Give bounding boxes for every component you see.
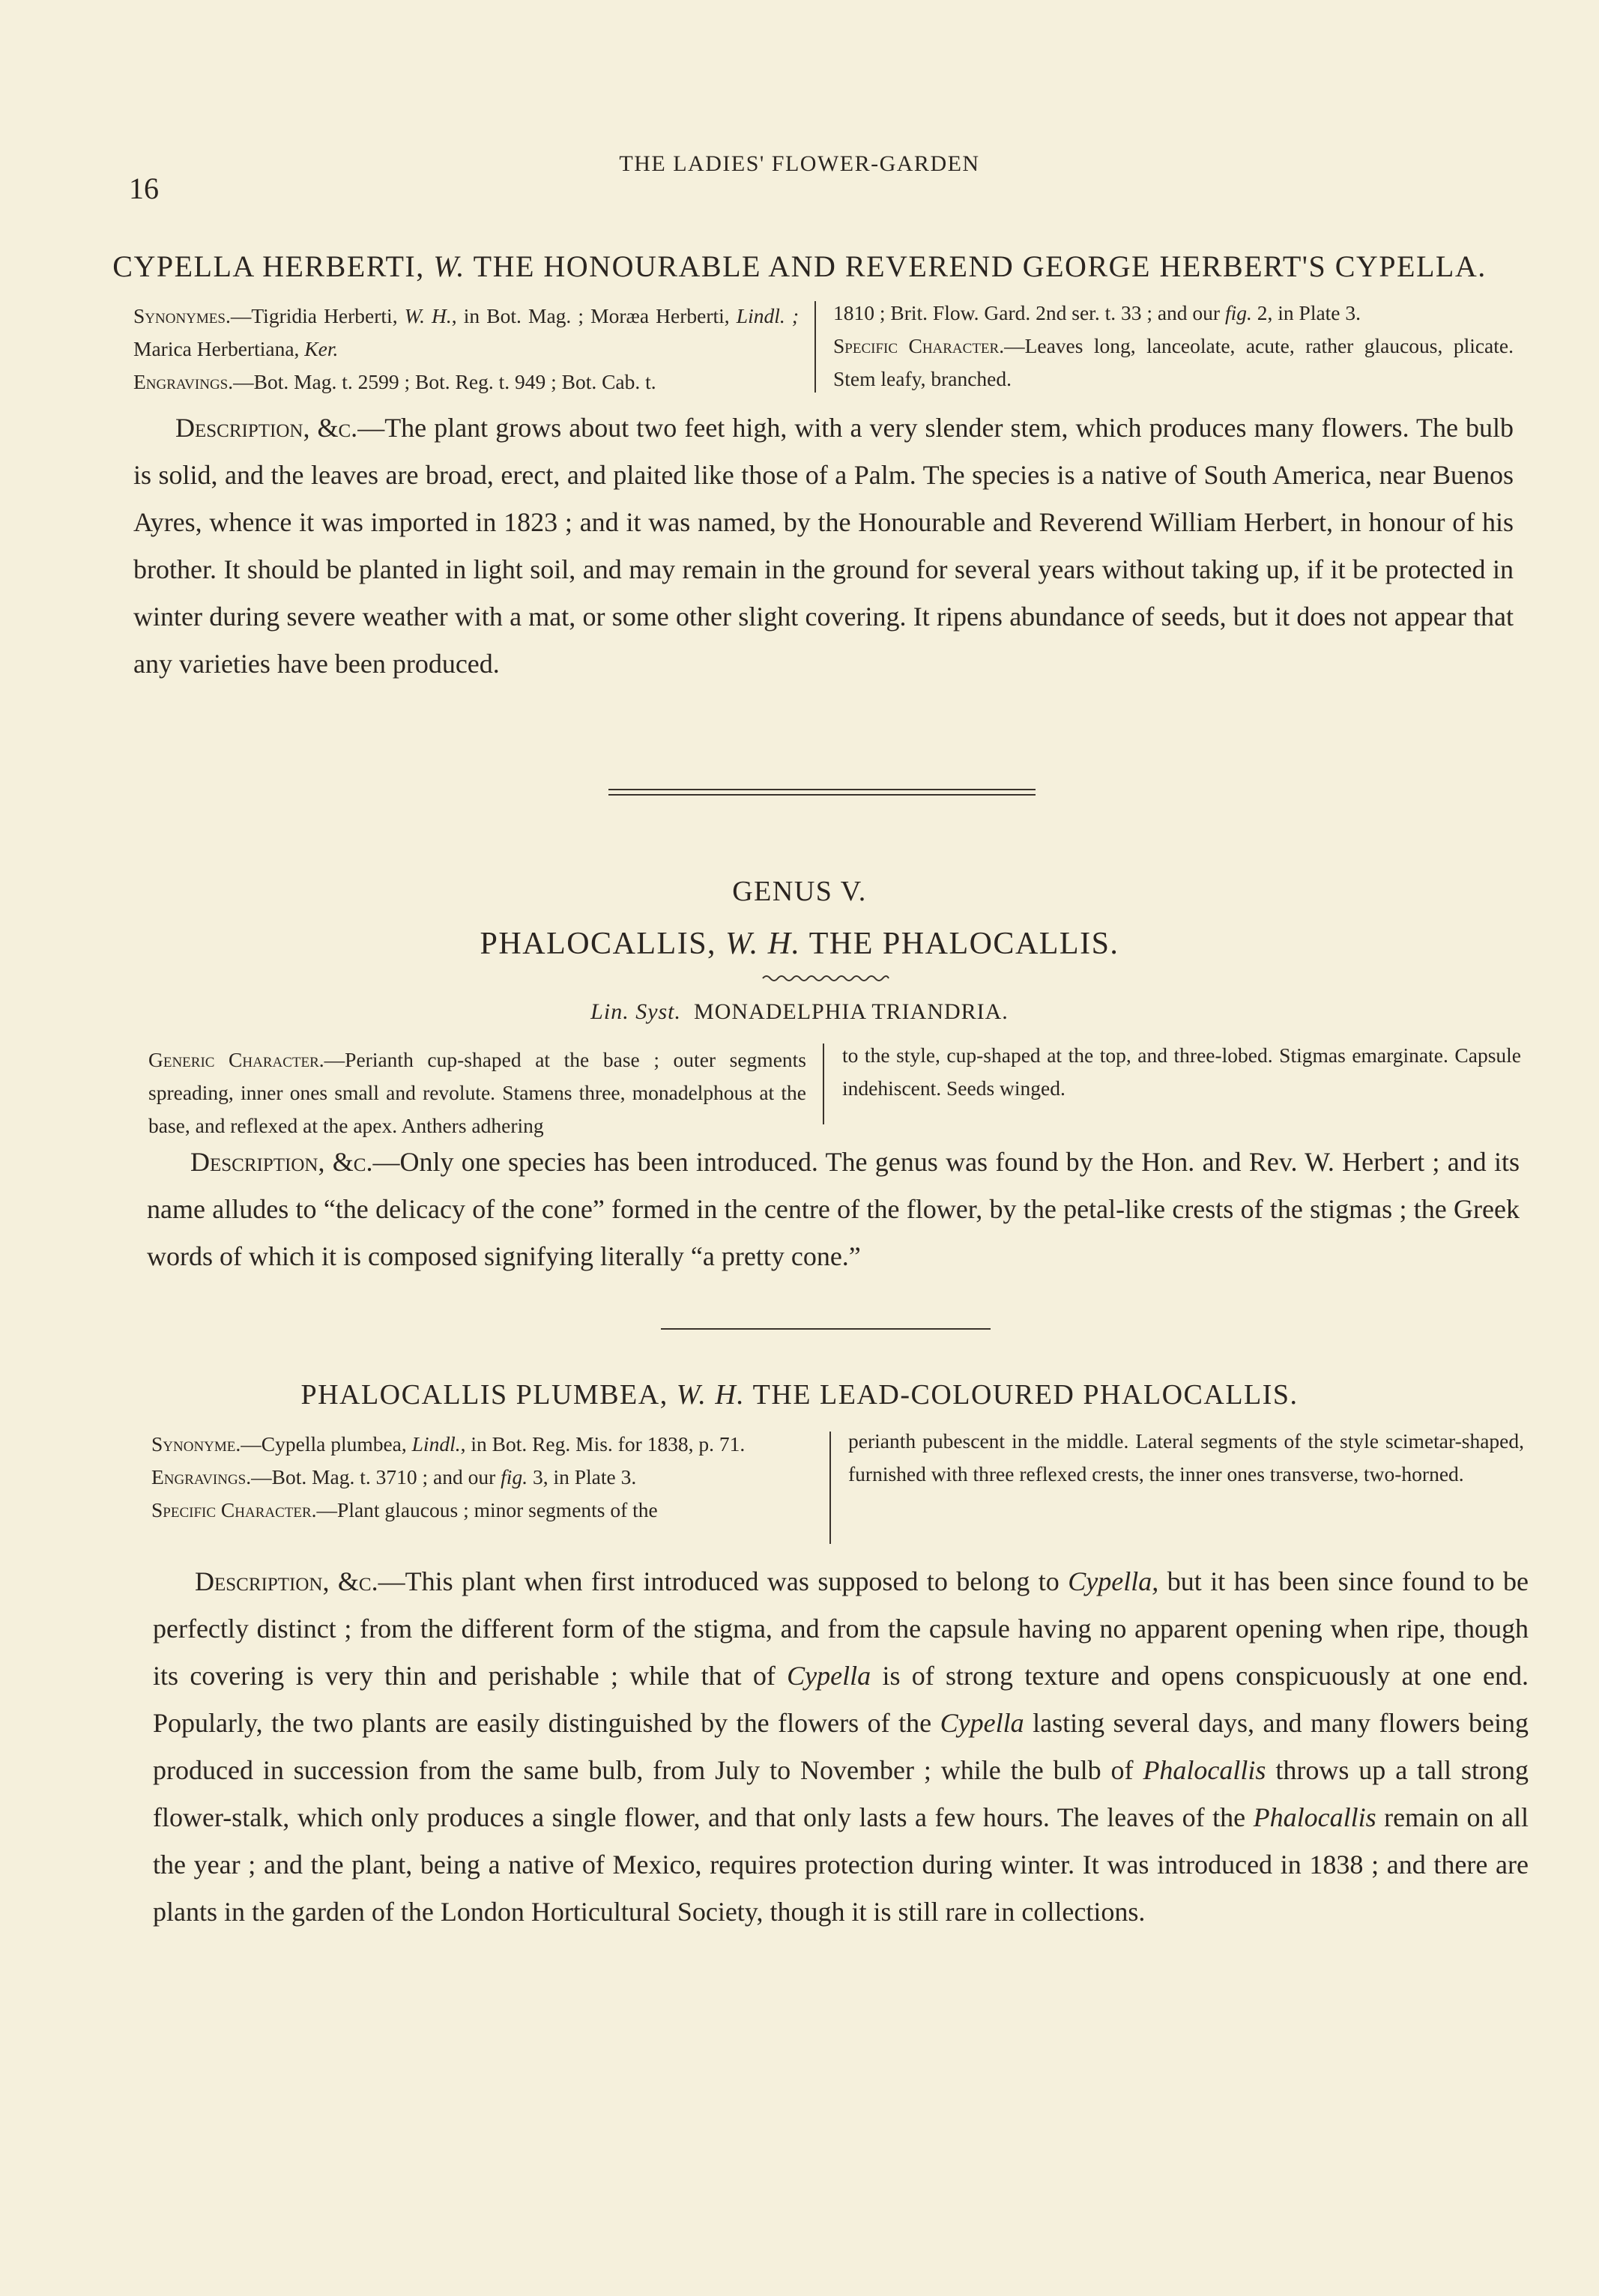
section2-right-column [848,1425,1524,1491]
column-divider [823,1044,824,1124]
section2-specific-character [151,1494,812,1527]
generic-character-continued: to the style, cup-shaped at the top, and three-lobed. Stigmas emarginate. Capsule indehiscent. Seeds winged. [842,1044,1521,1100]
section1-description [133,405,1514,688]
engravings-fig: fig. [501,1465,528,1488]
syn-author-a: W. H. [404,304,452,327]
generic-character-left [148,1044,806,1142]
section2-title-author: W. H. [676,1379,746,1411]
syn-text-c: Marica Herbertiana, [133,337,305,360]
section2-description-label: Description, &c. [195,1566,378,1596]
section2-right-text: perianth pubescent in the middle. Lateral segments of the style scimetar-shaped, furnished with three reflexed crests, the inner ones transverse, two-horned. [848,1429,1524,1485]
section2-description [153,1558,1529,1936]
right-refs-fig: fig. [1224,301,1252,324]
desc-part-6: remain on all the year ; and the plant, being a native of Mexico, requires protection during winter. It was introduced in 1838 ; and there are plants in the garden of the London Horticultural Society, though it is still rare in collections. [153,1802,1529,1927]
synonyme-author: Lindl. [411,1432,461,1456]
desc-italic-3: Cypella [940,1708,1024,1738]
synonyme-text-b: , in Bot. Reg. Mis. for 1838, p. 71. [460,1432,746,1456]
specific-character-text: —Plant glaucous ; minor segments of the [316,1498,658,1521]
syn-author-b: Lindl. ; [736,304,800,327]
desc-italic-2: Cypella [787,1661,871,1691]
syn-text-b: , in Bot. Mag. ; Moræa Herberti, [451,304,737,327]
genus-description-text: —Only one species has been introduced. The genus was found by the Hon. and Rev. W. Herbert ; and its name alludes to “the delicacy of the cone” formed in the centre of the flower, by the petal-like crests of the stigmas ; the Greek words of which it is composed signifying literally “a pretty cone.” [147,1147,1520,1271]
syn-text-a: —Tigridia Herberti, [230,304,405,327]
section2-title-name: PHALOCALLIS PLUMBEA, [300,1379,668,1411]
synonyms-label: Synonymes. [133,304,231,327]
engravings-label: Engravings. [151,1465,252,1488]
generic-character-text: —Perianth cup-shaped at the base ; outer segments spreading, inner ones small and revolute. Stamens three, monadelphous at the base, and reflexed at the apex. Anthers adhering [148,1048,806,1137]
desc-part-5: throws up a tall strong flower-stalk, which only produces a single flower, and that only lasts a few hours. The leaves of the [153,1755,1529,1832]
genus-author: W. H. [725,927,801,961]
section1-synonyms-column [133,300,799,399]
engravings-text-b: 3, in Plate 3. [528,1465,637,1488]
desc-italic-1: Cypella, [1068,1566,1159,1596]
description-label: Description, &c. [175,413,358,443]
desc-part-3: is of strong texture and opens conspicuously at one end. Popularly, the two plants are easily distinguished by the flowers of the [153,1661,1529,1738]
right-refs-a: 1810 ; Brit. Flow. Gard. 2nd ser. t. 33 ; and our [833,301,1225,324]
section1-synonyms [133,300,799,366]
desc-italic-5: Phalocallis [1253,1802,1376,1832]
running-head: THE LADIES' FLOWER-GARDEN [619,151,980,176]
lin-syst-label: Lin. Syst. [590,999,682,1024]
synonyme-label: Synonyme. [151,1432,241,1456]
ornament-wave [761,972,890,981]
genus-description [147,1139,1520,1280]
section1-title [112,249,1487,284]
section-rule [661,1328,991,1330]
genus-description-label: Description, &c. [190,1147,373,1177]
right-refs-b: 2, in Plate 3. [1251,301,1361,324]
section2-engravings [151,1461,812,1494]
lin-syst-value: MONADELPHIA TRIANDRIA. [694,999,1009,1024]
syn-author-c: Ker. [304,337,339,360]
section1-engravings [133,366,799,399]
section1-right-refs [833,297,1514,330]
desc-italic-4: Phalocallis [1143,1755,1266,1785]
engravings-label: Engravings. [133,370,234,393]
desc-part-2: but it has been since found to be perfectly distinct ; from the different form of the stigma, and from the capsule having no apparent opening when ripe, though its covering is very thin and perishable ; while that of [153,1566,1529,1691]
engravings-text-a: —Bot. Mag. t. 3710 ; and our [251,1465,501,1488]
section2-title [112,1378,1487,1411]
section1-specific-character [833,330,1514,396]
genus-name: PHALOCALLIS, [480,927,717,961]
column-divider [814,301,816,393]
linnaean-system [0,999,1599,1025]
section1-title-name: CYPELLA HERBERTI, [112,249,425,283]
genus-title [0,926,1599,962]
section2-left-column [151,1428,812,1527]
specific-character-label: Specific Character. [151,1498,317,1521]
synonyme-text-a: —Cypella plumbea, [241,1432,412,1456]
desc-part-4: lasting several days, and many flowers being produced in succession from the same bulb, from July to November ; while the bulb of [153,1708,1529,1785]
section2-title-common: THE LEAD-COLOURED PHALOCALLIS. [752,1379,1299,1411]
specific-character-text: —Leaves long, lanceolate, acute, rather glaucous, plicate. Stem leafy, branched. [833,334,1514,390]
genus-common: THE PHALOCALLIS. [808,927,1119,961]
desc-part-1: —This plant when first introduced was supposed to belong to [378,1566,1068,1596]
specific-character-label: Specific Character. [833,334,1005,357]
description-text: —The plant grows about two feet high, with a very slender stem, which produces many flowers. The bulb is solid, and the leaves are broad, erect, and plaited like those of a Palm. The species is a native of South America, near Buenos Ayres, whence it was imported in 1823 ; and it was named, by the Honourable and Reverend William Herbert, in honour of his brother. It should be planted in light soil, and may remain in the ground for several years without taking up, if it be protected in winter during severe weather with a mat, or some other slight covering. It ripens abundance of seeds, but it does not appear that any varieties have been produced. [133,413,1514,679]
section1-title-common: THE HONOURABLE AND REVEREND GEORGE HERBERT'S CYPELLA. [473,249,1487,283]
column-divider [829,1432,831,1544]
double-rule-top [608,789,1036,790]
generic-character-right [842,1039,1521,1105]
engravings-text: —Bot. Mag. t. 2599 ; Bot. Reg. t. 949 ; Bot. Cab. t. [233,370,656,393]
page-number: 16 [129,172,159,205]
generic-character-label: Generic Character. [148,1048,324,1071]
section1-title-author: W. [433,249,465,283]
section2-synonym [151,1428,812,1461]
section1-right-column [833,297,1514,396]
double-rule-bottom [608,794,1036,796]
genus-heading: GENUS V. [732,876,867,907]
